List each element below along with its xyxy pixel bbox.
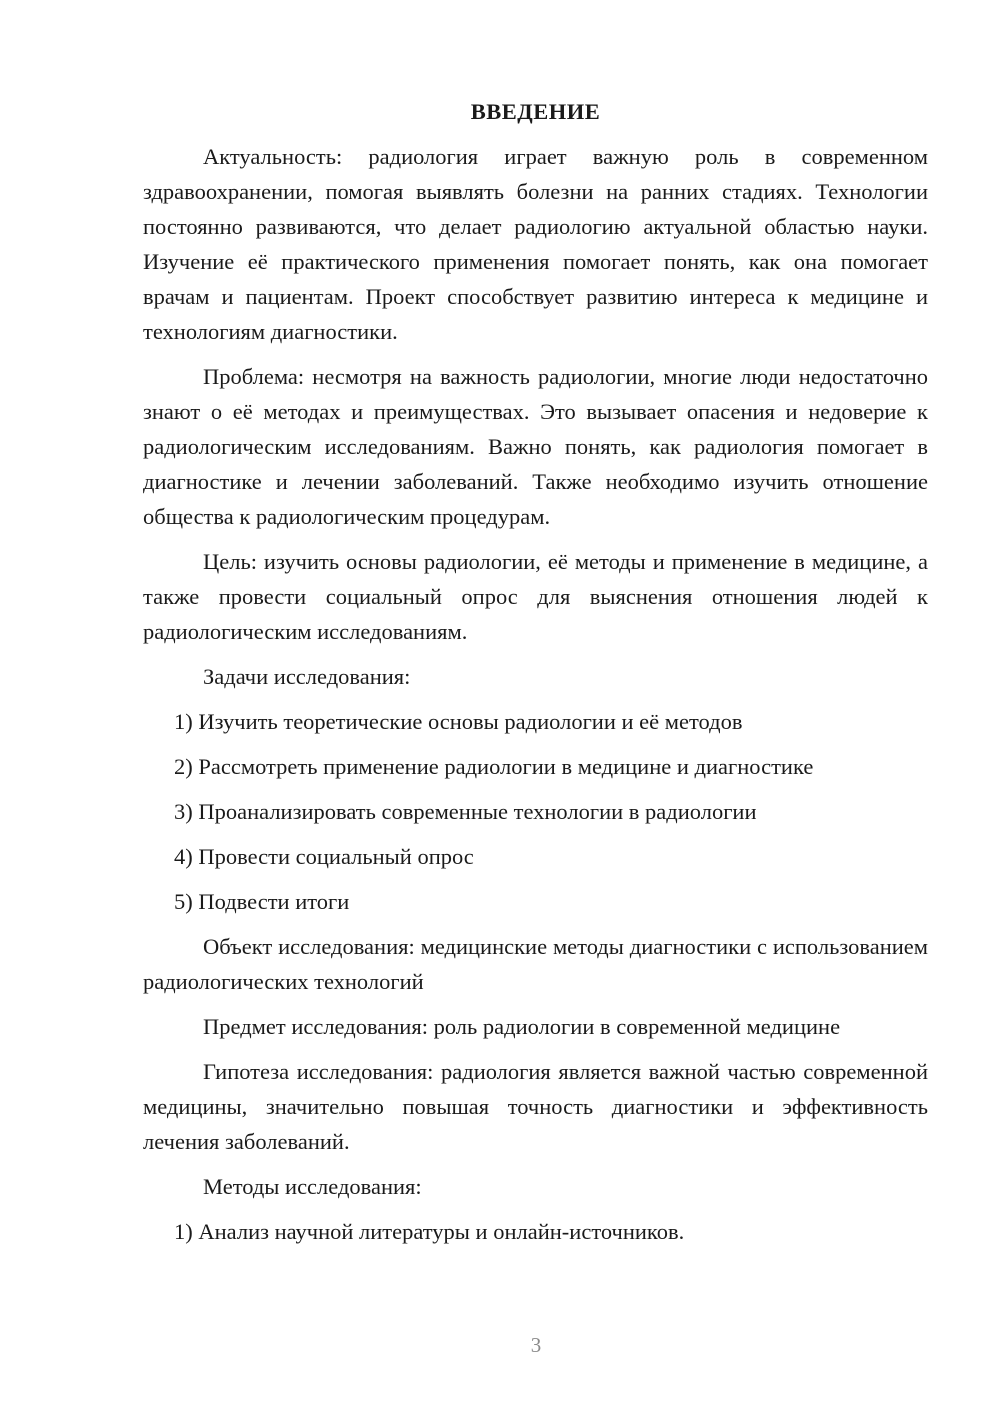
section-heading: ВВЕДЕНИЕ xyxy=(470,99,601,124)
page-content xyxy=(143,94,928,1259)
hypothesis-paragraph: Гипотеза исследования: радиология является важной частью современной медицины, значительно повышая точность диагностики и эффективность лечения заболеваний. xyxy=(143,1059,928,1154)
methods-label: Методы исследования: xyxy=(203,1174,422,1199)
subject-paragraph: Предмет исследования: роль радиологии в современной медицине xyxy=(203,1014,841,1039)
problem-paragraph: Проблема: несмотря на важность радиологии, многие люди недостаточно знают о её методах и преимуществах. Это вызывает опасения и недоверие к радиологическим исследованиям. Важно понять, как радиология помогает в диагностике и лечении заболеваний. Также необходимо изучить отношение общества к радиологическим процедурам. xyxy=(143,364,928,529)
task-item: 4) Провести социальный опрос xyxy=(174,844,474,869)
task-item: 5) Подвести итоги xyxy=(174,889,350,914)
actuality-paragraph: Актуальность: радиология играет важную роль в современном здравоохранении, помогая выявлять болезни на ранних стадиях. Технологии постоянно развиваются, что делает радиологию актуальной областью науки. Изучение её практического применения помогает понять, как она помогает врачам и пациентам. Проект способствует развитию интереса к медицине и технологиям диагностики. xyxy=(143,144,928,344)
method-item: 1) Анализ научной литературы и онлайн-источников. xyxy=(174,1219,685,1244)
task-item: 3) Проанализировать современные технологии в радиологии xyxy=(174,799,757,824)
goal-paragraph: Цель: изучить основы радиологии, её методы и применение в медицине, а также провести социальный опрос для выяснения отношения людей к радиологическим исследованиям. xyxy=(143,549,928,644)
tasks-label: Задачи исследования: xyxy=(203,664,411,689)
task-item: 1) Изучить теоретические основы радиологии и её методов xyxy=(174,709,743,734)
task-item: 2) Рассмотреть применение радиологии в медицине и диагностике xyxy=(174,754,814,779)
page-number: 3 xyxy=(530,1333,542,1357)
object-paragraph: Объект исследования: медицинские методы диагностики с использованием радиологических технологий xyxy=(143,934,928,994)
